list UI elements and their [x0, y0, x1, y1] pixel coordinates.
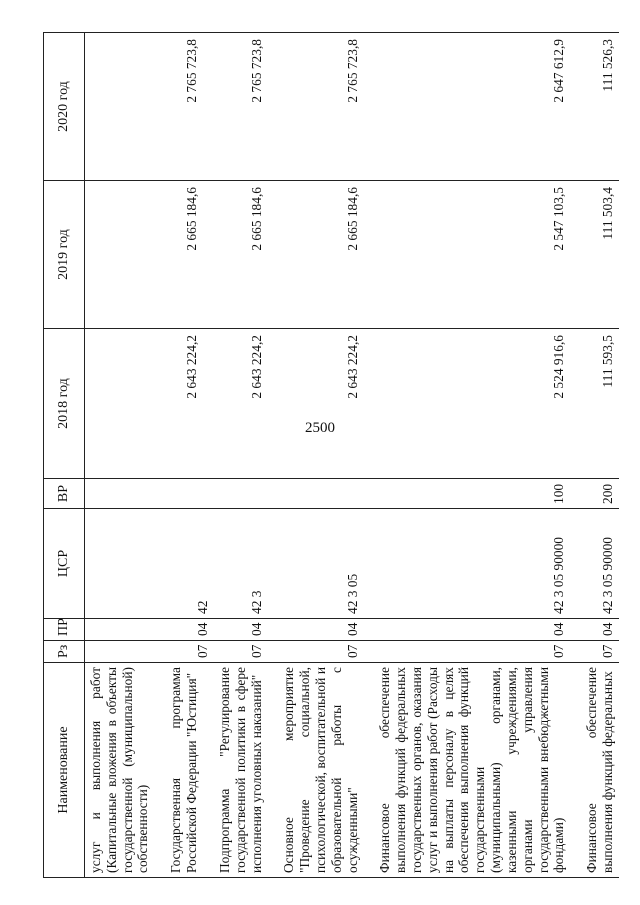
row-csr: 42 3 05 — [278, 508, 374, 618]
row-2018: 2 524 916,6 — [374, 328, 581, 478]
row-csr: 42 3 — [213, 508, 277, 618]
table-row — [374, 32, 581, 877]
table-row — [278, 32, 374, 877]
row-vr — [278, 478, 374, 508]
row-vr — [165, 478, 214, 508]
row-name: Подпрограмма "Регулирование государственной политики в сфере исполнения уголовных наказаний" — [213, 662, 277, 877]
row-csr — [84, 508, 165, 618]
row-vr: 200 — [581, 478, 619, 508]
row-2020: 2 765 723,8 — [278, 32, 374, 180]
header-pr: ПР — [43, 618, 84, 640]
row-pr — [84, 618, 165, 640]
row-rz: 07 — [165, 640, 214, 662]
row-2018: 2 643 224,2 — [278, 328, 374, 478]
row-2019: 2 665 184,6 — [165, 180, 214, 328]
row-2019: 2 665 184,6 — [213, 180, 277, 328]
header-2020: 2020 год — [43, 32, 84, 180]
row-2018 — [84, 328, 165, 478]
table-row — [165, 32, 214, 877]
row-csr: 42 — [165, 508, 214, 618]
row-2020: 2 765 723,8 — [213, 32, 277, 180]
table-row — [213, 32, 277, 877]
row-rz: 07 — [581, 640, 619, 662]
row-name: Финансовое обеспечение выполнения функций федеральных — [581, 662, 619, 877]
row-name: Финансовое обеспечение выполнения функций федеральных государственных органов, оказания услуг и выполнения работ (Расходы на выплаты персоналу в целях обеспечения выполнения функций государственными (муниципальными) органами, казенными учреждениями, органами управления государственными внебюджетными фондами) — [374, 662, 581, 877]
row-rz: 07 — [278, 640, 374, 662]
row-2019 — [84, 180, 165, 328]
budget-table — [43, 32, 619, 878]
table-header-row — [43, 32, 84, 877]
header-csr: ЦСР — [43, 508, 84, 618]
row-pr: 04 — [213, 618, 277, 640]
row-2019: 2 665 184,6 — [278, 180, 374, 328]
row-rz — [84, 640, 165, 662]
row-2018: 111 593,5 — [581, 328, 619, 478]
row-rz: 07 — [374, 640, 581, 662]
row-pr: 04 — [278, 618, 374, 640]
row-name: Государственная программа Российской Федерации "Юстиция" — [165, 662, 214, 877]
row-2019: 2 547 103,5 — [374, 180, 581, 328]
row-rz: 07 — [213, 640, 277, 662]
row-name: Основное мероприятие "Проведение социальной, психологической, воспитательной и образовательной работы с осужденными" — [278, 662, 374, 877]
table-row — [84, 32, 165, 877]
row-2020 — [84, 32, 165, 180]
row-2019: 111 503,4 — [581, 180, 619, 328]
header-rz: Рз — [43, 640, 84, 662]
row-2020: 2 765 723,8 — [165, 32, 214, 180]
page-number: 2500 — [305, 420, 335, 436]
row-vr — [213, 478, 277, 508]
row-2020: 2 647 612,9 — [374, 32, 581, 180]
row-2018: 2 643 224,2 — [213, 328, 277, 478]
row-pr: 04 — [374, 618, 581, 640]
row-vr — [84, 478, 165, 508]
header-2018: 2018 год — [43, 328, 84, 478]
row-2020: 111 526,3 — [581, 32, 619, 180]
row-csr: 42 3 05 90000 — [374, 508, 581, 618]
row-csr: 42 3 05 90000 — [581, 508, 619, 618]
row-vr: 100 — [374, 478, 581, 508]
row-pr: 04 — [165, 618, 214, 640]
rotated-table-container — [43, 33, 615, 878]
row-2018: 2 643 224,2 — [165, 328, 214, 478]
header-vr: ВР — [43, 478, 84, 508]
table-row — [581, 32, 619, 877]
row-name: услуг и выполнения работ (Капитальные вложения в объекты государственной (муниципальной) собственности) — [84, 662, 165, 877]
row-pr: 04 — [581, 618, 619, 640]
header-name: Наименование — [43, 662, 84, 877]
header-2019: 2019 год — [43, 180, 84, 328]
